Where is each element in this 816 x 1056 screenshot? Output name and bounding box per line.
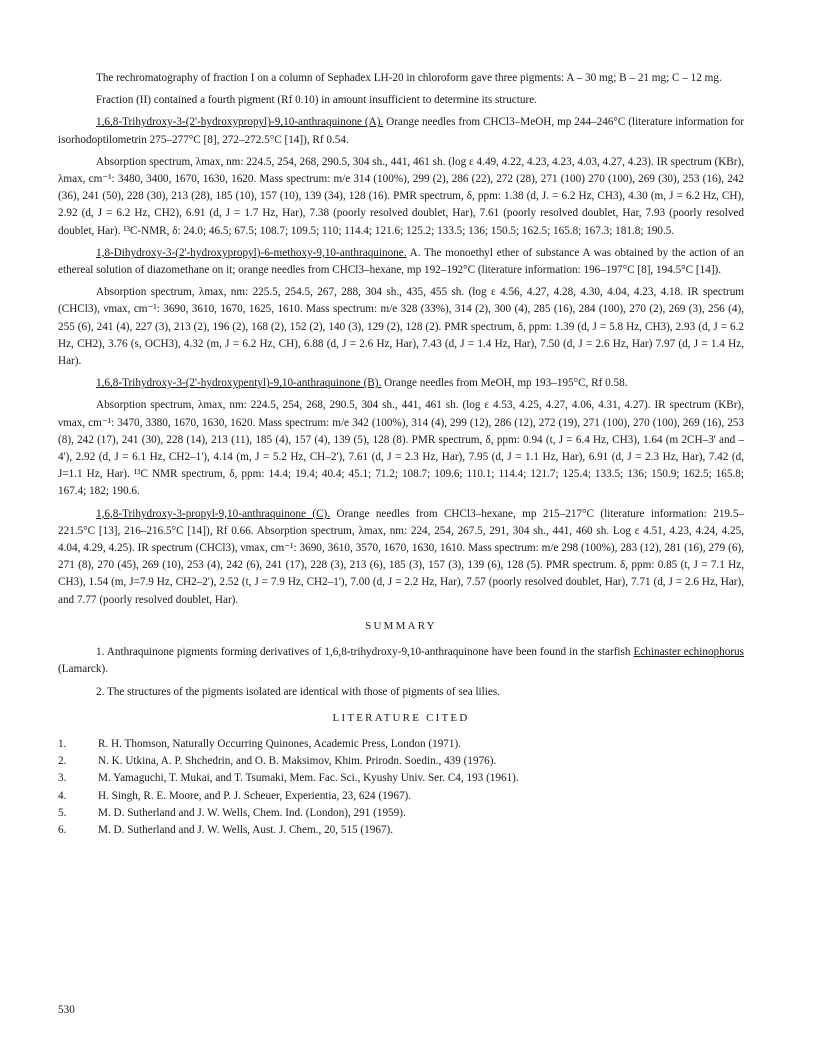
underlined-title: 1,6,8-Trihydroxy-3-(2'-hydroxypropyl)-9,10-anthraquinone (A).: [96, 116, 384, 129]
reference-item: [58, 753, 744, 770]
summary-item: [58, 684, 744, 701]
reference-number: 4.: [58, 789, 67, 802]
page-number: 530: [58, 1004, 75, 1016]
reference-number: 6.: [58, 823, 67, 836]
reference-text: R. H. Thomson, Naturally Occurring Quinones, Academic Press, London (1971).: [98, 737, 462, 750]
reference-text: M. D. Sutherland and J. W. Wells, Aust. J. Chem., 20, 515 (1967).: [98, 823, 394, 836]
reference-text: M. D. Sutherland and J. W. Wells, Chem. Ind. (London), 291 (1959).: [98, 806, 406, 819]
text-run: Orange needles from CHCl3–hexane, mp 215–217°C (literature information: 219.5–221.5°C [13], 216–216.5°C [14]), Rf 0.66. Absorption spectrum, λmax, nm: 224, 254, 267.5, 291, 304 sh., 441, 460 sh. Log ε 4.51, 4.23, 4.24, 4.25, 4.04, 4.29, 4.25). IR spectrum (CHCl3), νmax, cm⁻¹: 3690, 3610, 3570, 1670, 1630, 1610. Mass spectrum: m/e 298 (100%), 283 (12), 281 (16), 279 (6), 271 (8), 270 (45), 269 (10), 253 (4), 242 (6), 241 (17), 228 (3), 213 (6), 185 (3), 157 (3), 139 (6), 128 (5). PMR spectrum. δ, ppm: 0.85 (t, J = 7.1 Hz, CH3), 1.54 (m, J=7.9 Hz, CH2–2'), 2.52 (t, J = 7.9 Hz, CH2–1'), 7.00 (d, J = 2.2 Hz, Har), 7.57 (poorly resolved doublet, Har), 7.71 (d, J = 2.6 Hz, Har), and 7.77 (poorly resolved doublet, Har).: [58, 507, 745, 606]
text-run: A. The monoethyl ether of substance A was obtained by the action of an ethereal solution of diazomethane on it; orange needles from CHCl3–hexane, mp 192–192°C (literature information: 196–197°C [8], 194.5°C [14]).: [58, 246, 744, 277]
summary-list: [58, 644, 744, 701]
page-body: [58, 70, 744, 839]
reference-item: [58, 736, 744, 753]
reference-item: [58, 788, 744, 805]
text-run: (Lamarck).: [58, 663, 108, 676]
paragraph: [58, 375, 744, 392]
literature-heading: LITERATURE CITED: [332, 711, 470, 724]
reference-item: [58, 822, 744, 839]
experimental-section: [58, 70, 744, 609]
paragraph: [58, 397, 744, 500]
paragraph: [58, 154, 744, 240]
text-run: Absorption spectrum, λmax, nm: 224.5, 254, 268, 290.5, 304 sh., 441, 461 sh. (log ε 4.49, 4.22, 4.23, 4.23, 4.03, 4.27, 4.23). IR spectrum (KBr), λmax, cm⁻¹: 3480, 3400, 1670, 1630, 1620. Mass spectrum: m/e 314 (100%), 299 (2), 286 (22), 272 (28), 271 (100) 270 (100), 269 (30), 253 (16), 242 (36), 241 (50), 228 (30), 213 (28), 185 (10), 157 (10), 139 (34), 128 (16). PMR spectrum, δ, ppm: 1.38 (d, J. = 6.2 Hz, CH3), 4.30 (m, J = 6.2 Hz, CH), 2.92 (d, J = 6.2 Hz, CH2), 6.91 (d, J = 1.7 Hz, Har), 7.38 (poorly resolved doublet, Har), 7.61 (poorly resolved doublet, Har, 7.93 (poorly resolved doublet, Har). ¹³C-NMR, δ: 24.0; 46.5; 67.5; 108.7; 109.5; 110; 114.4; 121.6; 125.2; 133.5; 136; 150.5; 162.5; 165.8; 167.3; 181.8; 190.5.: [58, 155, 744, 237]
reference-text: N. K. Utkina, A. P. Shchedrin, and O. B. Maksimov, Khim. Prirodn. Soedin., 439 (1976).: [98, 755, 497, 768]
text-run: Orange needles from MeOH, mp 193–195°C, Rf 0.58.: [381, 377, 628, 390]
underlined-title: 1,6,8-Trihydroxy-3-(2'-hydroxypentyl)-9,10-anthraquinone (B).: [96, 377, 382, 390]
paragraph: [58, 506, 744, 609]
text-run: 1. Anthraquinone pigments forming derivatives of 1,6,8-trihydroxy-9,10-anthraquinone have been found in the starfish: [96, 646, 634, 659]
text-run: Absorption spectrum, λmax, nm: 225.5, 254.5, 267, 288, 304 sh., 435, 455 sh. (log ε 4.56, 4.27, 4.28, 4.30, 4.04, 4.23, 4.18. IR spectrum (CHCl3), νmax, cm⁻¹: 3690, 3610, 1670, 1625, 1610. Mass spectrum: m/e 328 (33%), 314 (2), 300 (4), 285 (16), 284 (100), 270 (2), 269 (3), 256 (4), 255 (6), 241 (4), 227 (3), 213 (2), 196 (2), 168 (2), 152 (2), 140 (3), 129 (2), 128 (2). PMR spectrum, δ, ppm: 1.39 (d, J = 5.8 Hz, CH3), 2.93 (d, J = 6.2 Hz, CH2), 3.76 (s, OCH3), 4.32 (m, J = 6.2 Hz, CH), 6.88 (d, J = 2.6 Hz, Har), 7.43 (d, J = 1.4 Hz, Har), 7.50 (d, J = 2.6 Hz, Har) 7.97 (d, J = 1.4 Hz, Har).: [58, 286, 744, 368]
paragraph: [58, 114, 744, 148]
text-run: The rechromatography of fraction I on a column of Sephadex LH-20 in chloroform gave three pigments: A – 30 mg; B – 21 mg; C – 12 mg.: [96, 72, 722, 84]
text-run: 2. The structures of the pigments isolated are identical with those of pigments of sea lilies.: [96, 685, 501, 698]
summary-item: [58, 644, 744, 678]
text-run: Orange needles from CHCl3–MeOH, mp 244–246°C (literature information for isorhodoptilometrin 275–277°C [8], 272–272.5°C [14]), Rf 0.54.: [58, 116, 744, 146]
reference-item: [58, 770, 744, 787]
underlined-title: Echinaster echinophorus: [633, 646, 744, 659]
reference-text: M. Yamaguchi, T. Mukai, and T. Tsumaki, Mem. Fac. Sci., Kyushy Univ. Ser. C4, 193 (1961).: [98, 772, 519, 785]
underlined-title: 1,6,8-Trihydroxy-3-propyl-9,10-anthraquinone (C).: [96, 507, 331, 520]
paragraph: [58, 245, 744, 279]
text-run: Absorption spectrum, λmax, nm: 224.5, 254, 268, 290.5, 304 sh., 441, 461 sh. (log ε 4.53, 4.25, 4.27, 4.06, 4.31, 4.27). IR spectrum (KBr), νmax, cm⁻¹: 3470, 3380, 1670, 1630, 1620. Mass spectrum: m/e 342 (100%), 314 (4), 299 (12), 286 (12), 272 (19), 271 (100), 270 (100), 269 (16), 253 (8), 242 (17), 241 (30), 228 (14), 213 (11), 185 (4), 157 (4), 139 (5), 128 (8). PMR spectrum, δ, ppm: 0.94 (t, J = 6.4 Hz, CH3), 1.64 (m 2CH–3' and –4'), 2.92 (d, J = 6.1 Hz, CH2–1'), 4.14 (m, J = 5.2 Hz, CH–2'), 7.61 (d, J = 2.3 Hz, Har), 7.95 (d, J = 1.1 Hz, Har), 6.91 (d, J = 2.3 Hz, Har), 7.42 (d, J=1.1 Hz, Har). ¹³C NMR spectrum, δ, ppm: 14.4; 19.4; 40.4; 45.1; 71.2; 108.7; 109.6; 110.1; 114.4; 121.7; 125.4; 133.5; 136; 150.9; 162.5; 165.8; 167.4; 182; 190.6.: [58, 399, 744, 498]
reference-number: 2.: [58, 755, 67, 768]
paragraph: [58, 70, 744, 87]
reference-text: H. Singh, R. E. Moore, and P. J. Scheuer, Experientia, 23, 624 (1967).: [98, 789, 412, 802]
reference-number: 5.: [58, 806, 67, 819]
reference-number: 3.: [58, 772, 67, 785]
text-run: Fraction (II) contained a fourth pigment (Rf 0.10) in amount insufficient to determine its structure.: [96, 94, 537, 107]
reference-list: [58, 736, 744, 839]
underlined-title: 1,8-Dihydroxy-3-(2'-hydroxypropyl)-6-methoxy-9,10-anthraquinone.: [96, 246, 407, 259]
paragraph: [58, 92, 744, 109]
paragraph: [58, 284, 744, 370]
reference-number: 1.: [58, 737, 67, 750]
summary-heading: SUMMARY: [365, 619, 437, 632]
reference-item: [58, 805, 744, 822]
